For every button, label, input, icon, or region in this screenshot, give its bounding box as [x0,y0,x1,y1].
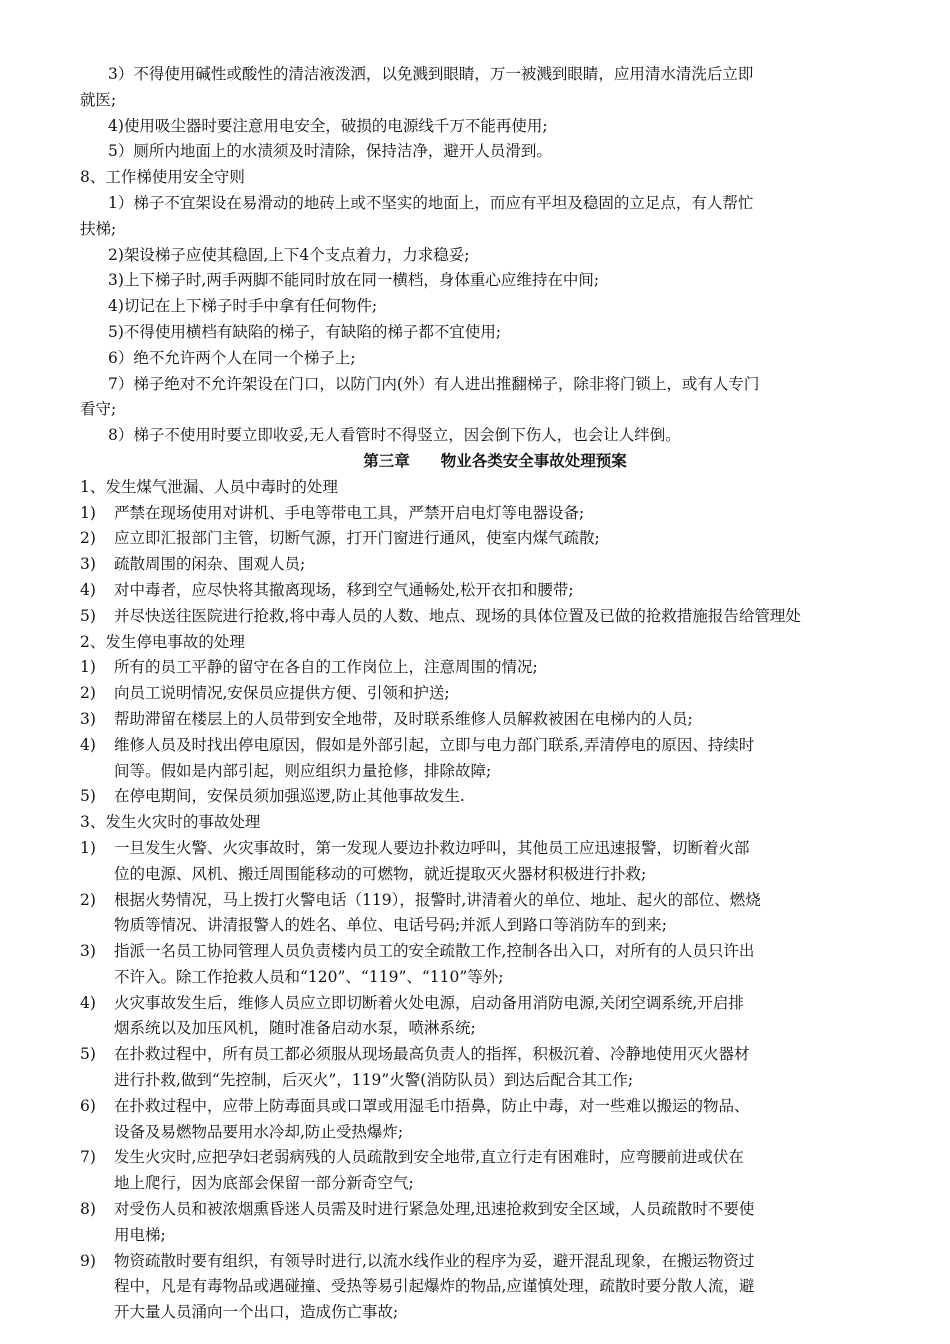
text-line: 扶梯; [80,219,117,238]
text-line: 3）不得使用碱性或酸性的清洁液泼洒，以免溅到眼睛，万一被溅到眼睛，应用清水清洗后立即 [108,65,754,83]
item-number: 2) [80,529,96,548]
ladder-rule-item [80,346,910,372]
text-line: 烟系统以及加压风机，随时准备启动水泵，喷淋系统; [114,1019,476,1038]
item-text [114,552,910,578]
item-number: 2) [80,890,96,909]
text-line: 1）梯子不宜架设在易滑动的地砖上或不坚实的地面上，而应有平坦及稳固的立足点，有人帮忙 [108,193,754,212]
text-line: 疏散周围的闲杂、围观人员; [114,555,306,574]
item-text [114,604,910,630]
item-number: 3) [80,555,96,574]
text-line: 并尽快送往医院进行抢救,将中毒人员的人数、地点、现场的具体位置及已做的抢救措施报告给管理处 [114,606,801,625]
text-line: 8）梯子不使用时要立即收妥,无人看管时不得竖立，因会倒下伤人，也会让人绊倒。 [108,426,681,445]
item-text [114,501,910,527]
item-number: 3) [80,709,96,728]
section-title: 2、发生停电事故的处理 [80,632,245,651]
rule-item [80,62,910,114]
chapter-3-body [80,475,910,1326]
numbered-item [80,707,910,733]
text-line: 严禁在现场使用对讲机、手电等带电工具，严禁开启电灯等电器设备; [114,503,585,522]
text-line: 6）绝不允许两个人在同一个梯子上; [108,348,356,367]
item-text [114,784,910,810]
item-text [114,578,910,604]
section-8-items [80,191,910,449]
text-line: 5）厕所内地面上的水渍须及时清除，保持洁净，避开人员滑到。 [108,142,552,161]
numbered-item [80,888,910,940]
item-number: 7) [80,1148,96,1167]
numbered-item [80,681,910,707]
item-number: 5) [80,1045,96,1064]
numbered-item [80,939,910,991]
item-text [114,1145,910,1197]
text-line: 看守; [80,400,117,419]
item-number: 5) [80,787,96,806]
item-text [114,836,910,888]
text-line: 帮助滞留在楼层上的人员带到安全地带，及时联系维修人员解救被困在电梯内的人员; [114,709,693,728]
numbered-item [80,604,910,630]
numbered-item [80,552,910,578]
text-line: 向员工说明情况,安保员应提供方便、引领和护送; [114,684,450,703]
item-number: 4) [80,993,96,1012]
text-line: 在扑救过程中，应带上防毒面具或口罩或用湿毛巾捂鼻，防止中毒，对一些难以搬运的物品、 [114,1096,750,1115]
numbered-item [80,655,910,681]
item-text [114,888,910,940]
numbered-item [80,1249,910,1326]
numbered-item [80,501,910,527]
numbered-item [80,1145,910,1197]
section-7-tail [80,62,910,165]
numbered-item [80,526,910,552]
item-text [114,1042,910,1094]
text-line: 用电梯; [114,1225,166,1244]
text-line: 进行扑救,做到“先控制，后灭火”，119”火警(消防队员）到达后配合其工作; [114,1071,634,1090]
ladder-rule-item [80,423,910,449]
numbered-item [80,1197,910,1249]
item-number: 3) [80,942,96,961]
text-line: 物资疏散时要有组织，有领导时进行,以流水线作业的程序为妥，避开混乱现象，在搬运物资过 [114,1251,755,1270]
numbered-item [80,836,910,888]
text-line: 物质等情况、讲清报警人的姓名、单位、电话号码;并派人到路口等消防车的到来; [114,916,667,935]
item-number: 4) [80,735,96,754]
item-number: 4) [80,580,96,599]
numbered-item [80,784,910,810]
item-text [114,1094,910,1146]
text-line: 5)不得使用横档有缺陷的梯子，有缺陷的梯子都不宜使用; [108,322,502,341]
text-line: 程中，凡是有毒物品或遇碰撞、受热等易引起爆炸的物品,应谨慎处理，疏散时要分散人流，避 [114,1277,755,1296]
rule-item [80,114,910,140]
text-line: 火灾事故发生后，维修人员应立即切断着火处电源，启动备用消防电源,关闭空调系统,开启排 [114,993,744,1012]
text-line: 发生火灾时,应把孕妇老弱病残的人员疏散到安全地带,直立行走有困难时，应弯腰前进或伏在 [114,1148,744,1167]
text-line: 7）梯子绝对不允许架设在门口，以防门内(外）有人进出推翻梯子，除非将门锁上，或有人专门 [108,374,760,393]
item-number: 2) [80,684,96,703]
item-number: 1) [80,838,96,857]
text-line: 设备及易燃物品要用水冷却,防止受热爆炸; [114,1122,404,1141]
text-line: 就医; [80,90,117,109]
text-line: 对中毒者，应尽快将其撤离现场，移到空气通畅处,松开衣扣和腰带; [114,580,574,599]
text-line: 一旦发生火警、火灾事故时，第一发现人要边扑救边呼叫，其他员工应迅速报警，切断着火部 [114,838,750,857]
text-line: 3)上下梯子时,两手两脚不能同时放在同一横档，身体重心应维持在中间; [108,271,600,290]
text-line: 在停电期间，安保员须加强巡逻,防止其他事故发生. [114,787,465,806]
numbered-item [80,991,910,1043]
text-line: 间等。假如是内部引起，则应组织力量抢修，排除故障; [114,761,492,780]
numbered-item [80,733,910,785]
item-text [114,681,910,707]
text-line: 对受伤人员和被浓烟熏昏迷人员需及时进行紧急处理,迅速抢救到安全区域，人员疏散时不要使 [114,1200,755,1219]
ladder-rule-item [80,268,910,294]
section-8 [80,165,910,449]
item-text [114,526,910,552]
text-line: 维修人员及时找出停电原因，假如是外部引起，立即与电力部门联系,弄清停电的原因、持续时 [114,735,755,754]
text-line: 地上爬行，因为底部会保留一部分新奇空气; [114,1174,414,1193]
text-line: 在扑救过程中，所有员工都必须服从现场最高负责人的指挥，积极沉着、冷静地使用灭火器材 [114,1045,750,1064]
rule-item [80,139,910,165]
text-line: 所有的员工平静的留守在各自的工作岗位上，注意周围的情况; [114,658,538,677]
ladder-rule-item [80,372,910,424]
ladder-rule-item [80,294,910,320]
ladder-rule-item [80,191,910,243]
item-text [114,707,910,733]
text-line: 根据火势情况，马上拨打火警电话（119），报警时,讲清着火的单位、地址、起火的部位、燃烧 [114,890,761,909]
section-title: 1、发生煤气泄漏、人员中毒时的处理 [80,477,338,496]
item-number: 1) [80,503,96,522]
numbered-item [80,578,910,604]
chapter-title: 第三章 物业各类安全事故处理预案 [363,451,627,470]
item-number: 9) [80,1251,96,1270]
item-text [114,939,910,991]
item-text [114,655,910,681]
text-line: 不许入。除工作抢救人员和“120”、“119”、“110”等外; [114,967,504,986]
item-number: 1) [80,658,96,677]
text-line: 位的电源、风机、搬迁周围能移动的可燃物，就近提取灭火器材积极进行扑救; [114,864,647,883]
text-line: 应立即汇报部门主管，切断气源，打开门窗进行通风，使室内煤气疏散; [114,529,600,548]
item-number: 6) [80,1096,96,1115]
ladder-rule-item [80,320,910,346]
numbered-item [80,1094,910,1146]
text-line: 2)架设梯子应使其稳固,上下4个支点着力，力求稳妥; [108,245,470,264]
numbered-item [80,1042,910,1094]
ladder-rule-item [80,243,910,269]
text-line: 指派一名员工协同管理人员负责楼内员工的安全疏散工作,控制各出入口，对所有的人员只许出 [114,942,755,961]
text-line: 4)切记在上下梯子时手中拿有任何物件; [108,297,378,316]
item-number: 5) [80,606,96,625]
item-number: 8) [80,1200,96,1219]
text-line: 开大量人员涌向一个出口，造成伤亡事故; [114,1303,399,1322]
section-8-title: 8、工作梯使用安全守则 [80,168,245,187]
item-text [114,1197,910,1249]
item-text [114,733,910,785]
section-title: 3、发生火灾时的事故处理 [80,813,261,832]
item-text [114,1249,910,1326]
item-text [114,991,910,1043]
text-line: 4)使用吸尘器时要注意用电安全，破损的电源线千万不能再使用; [108,116,548,135]
